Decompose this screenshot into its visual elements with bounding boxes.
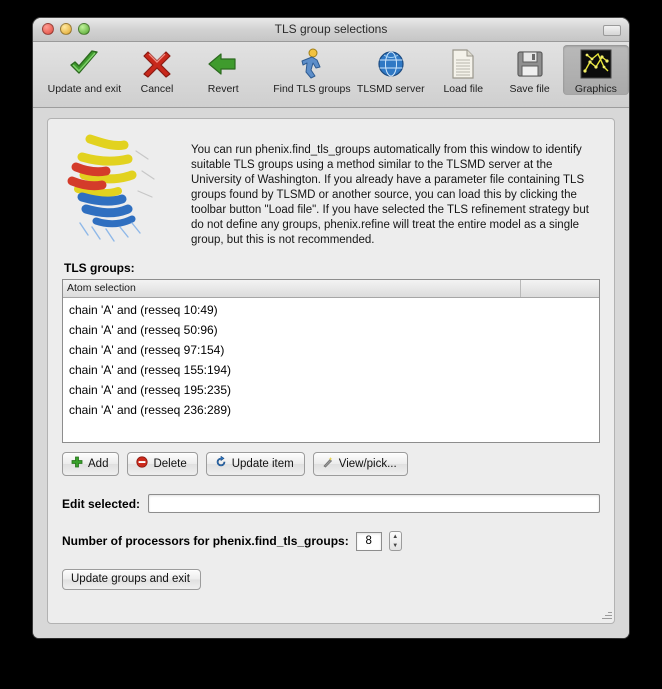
toolbar-cancel-label: Cancel: [140, 83, 174, 95]
toolbar-tlsmd-server-label: TLSMD server: [356, 83, 425, 95]
update-item-button[interactable]: [206, 452, 305, 476]
red-x-icon: [142, 48, 172, 80]
toolbar-update-and-exit[interactable]: [45, 45, 124, 95]
toolbar-tlsmd-server[interactable]: [351, 45, 430, 95]
add-button-label: Add: [88, 457, 109, 470]
floppy-disk-icon: [515, 48, 545, 80]
toolbar-find-tls-groups[interactable]: [273, 45, 352, 95]
refresh-icon: [215, 456, 227, 471]
window-title: TLS group selections: [274, 22, 388, 36]
table-row[interactable]: chain 'A' and (resseq 10:49): [69, 303, 218, 317]
toolbar-load-file-label: Load file: [443, 83, 484, 95]
processors-input[interactable]: [356, 532, 382, 551]
intro-section: [62, 131, 600, 249]
processors-label: Number of processors for phenix.find_tls_groups:: [62, 534, 349, 548]
list-body: [63, 298, 599, 442]
tls-group-selections-window: [33, 18, 629, 638]
edit-selected-input[interactable]: [148, 494, 600, 513]
green-back-arrow-icon: [207, 48, 239, 80]
content-panel: [47, 118, 615, 624]
main-toolbar: [33, 42, 629, 108]
window-body: [33, 108, 629, 638]
view-pick-button[interactable]: [313, 452, 408, 476]
tls-groups-label: TLS groups:: [64, 261, 135, 275]
wand-icon: [322, 456, 334, 471]
table-row[interactable]: chain 'A' and (resseq 155:194): [69, 363, 232, 377]
toolbar-graphics-label: Graphics: [574, 83, 617, 95]
tls-groups-list[interactable]: [62, 279, 600, 443]
delete-button[interactable]: [127, 452, 197, 476]
add-button[interactable]: [62, 452, 119, 476]
toolbar-cancel[interactable]: [124, 45, 190, 95]
green-check-icon: [68, 48, 100, 80]
table-row[interactable]: chain 'A' and (resseq 97:154): [69, 343, 225, 357]
table-row[interactable]: chain 'A' and (resseq 50:96): [69, 323, 218, 337]
view-pick-button-label: View/pick...: [338, 457, 397, 470]
table-row[interactable]: chain 'A' and (resseq 195:235): [69, 383, 232, 397]
intro-text: You can run phenix.find_tls_groups automatically from this window to identify suitable TLS groups using a method similar to the TLSMD server at the University of Washington. If you already have a parameter file containing TLS groups found by TLSMD or another source, you can load this by clicking the toolbar button "Load file". If you have selected the TLS refinement strategy but do not define any groups, phenix.refine will treat the entire model as a single group, but this is not recommended.: [191, 144, 589, 246]
edit-selected-row: [62, 494, 600, 513]
blue-globe-icon: [376, 48, 406, 80]
toolbar-toggle-button[interactable]: [603, 25, 621, 36]
toolbar-find-tls-groups-label: Find TLS groups: [273, 83, 351, 95]
toolbar-revert-label: Revert: [207, 83, 239, 95]
window-titlebar[interactable]: [33, 18, 629, 42]
update-item-button-label: Update item: [231, 457, 294, 470]
list-header: [63, 280, 599, 298]
document-icon: [450, 48, 476, 80]
toolbar-revert[interactable]: [190, 45, 256, 95]
update-groups-and-exit-button[interactable]: [62, 569, 201, 590]
processors-stepper[interactable]: [389, 531, 402, 551]
toolbar-save-file-label: Save file: [509, 83, 550, 95]
column-header-blank[interactable]: [521, 280, 599, 297]
stepper-down-icon[interactable]: ▼: [392, 542, 399, 549]
table-row[interactable]: chain 'A' and (resseq 236:289): [69, 403, 232, 417]
delete-button-label: Delete: [153, 457, 187, 470]
plus-icon: [71, 456, 83, 471]
running-person-icon: [299, 48, 325, 80]
update-groups-and-exit-label: Update groups and exit: [71, 573, 190, 585]
delete-icon: [136, 456, 148, 471]
stepper-up-icon[interactable]: ▲: [392, 533, 399, 540]
column-header-atom-selection[interactable]: Atom selection: [63, 280, 521, 297]
toolbar-graphics[interactable]: [563, 45, 629, 95]
processors-row: [62, 531, 600, 551]
list-action-buttons: [62, 452, 600, 476]
toolbar-update-and-exit-label: Update and exit: [47, 83, 122, 95]
molecule-graphics-icon: [580, 48, 612, 80]
edit-selected-label: Edit selected:: [62, 496, 141, 511]
toolbar-load-file[interactable]: [430, 45, 496, 95]
toolbar-save-file[interactable]: [496, 45, 562, 95]
resize-grip[interactable]: [600, 609, 612, 621]
protein-structure-thumbnail: [62, 131, 177, 249]
